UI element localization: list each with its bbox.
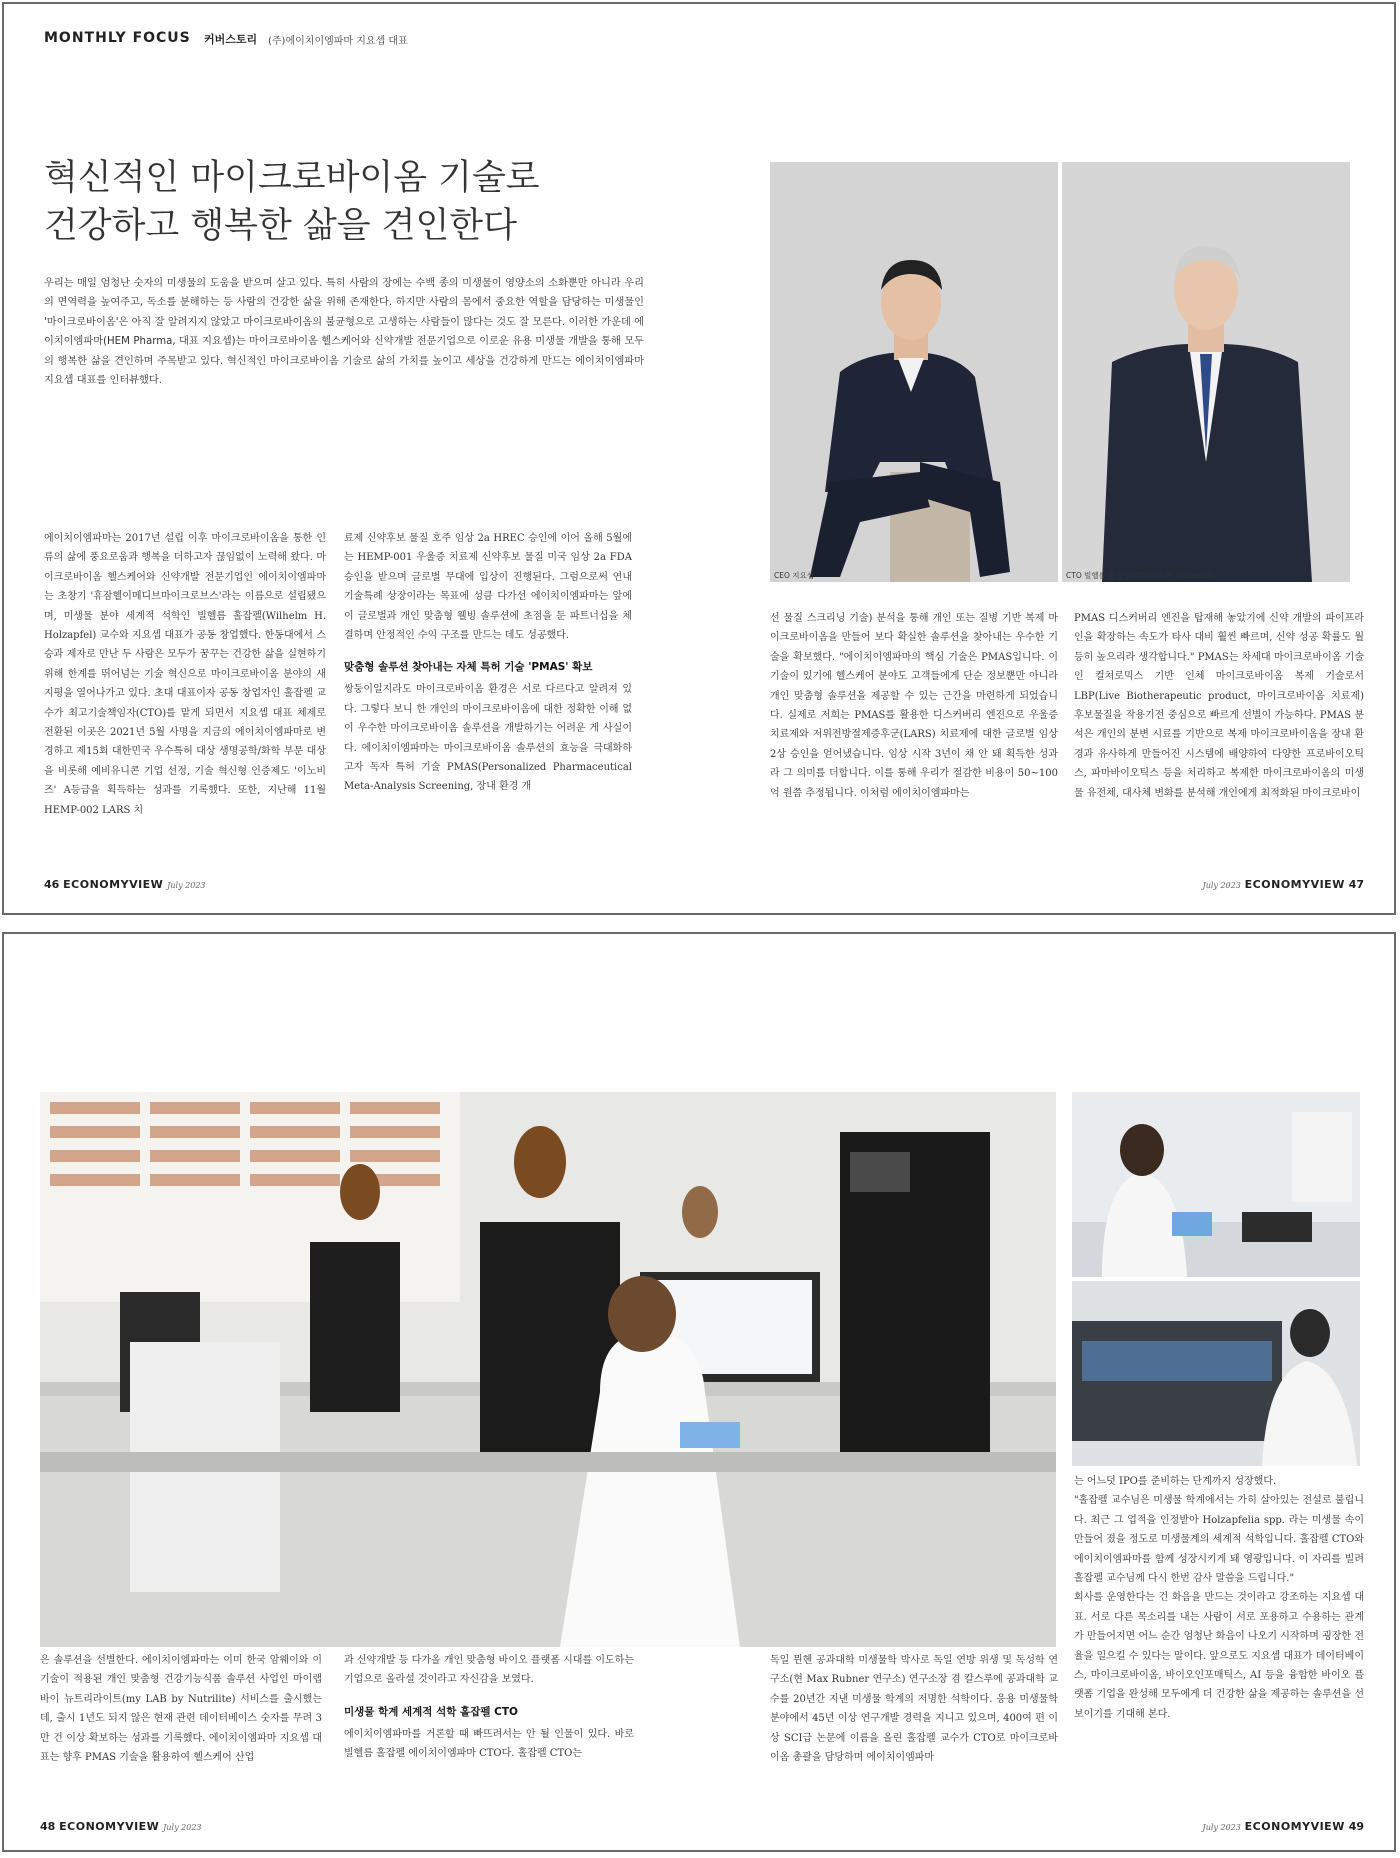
body-column-2	[344, 1651, 634, 1764]
page-number-left: 48	[40, 1820, 56, 1833]
folio-right	[1202, 878, 1364, 891]
subheading-cto: 미생물 학계 세계적 석학 홀잡펠 CTO	[344, 1705, 518, 1718]
subject-label: (주)에이치이엠파마 지요셉 대표	[268, 36, 408, 47]
magazine-name-right: ECONOMYVIEW	[1244, 878, 1345, 891]
body-column-4-p1: 는 어느덧 IPO를 준비하는 단계까지 성장했다.	[1074, 1476, 1277, 1487]
body-column-2-text-a: 과 신약개발 등 다가올 개인 맞춤형 바이오 플랫폼 시대를 이도하는 기업으로 올라설 것이라고 자신감을 보였다.	[344, 1655, 634, 1686]
folio-right	[1202, 1820, 1364, 1833]
researcher-instrument-illustration	[1072, 1281, 1360, 1466]
lab-main-photo	[40, 1092, 1056, 1647]
cto-portrait-photo	[1062, 162, 1350, 582]
cto-figure-illustration	[1062, 162, 1350, 582]
body-column-2	[344, 529, 632, 797]
issue-date-left: July 2023	[163, 1823, 202, 1832]
lab-scene-illustration	[40, 1092, 1056, 1647]
body-column-4: PMAS 디스커버리 엔진을 탑재해 놓았기에 신약 개발의 파이프라인을 확장하는 속도가 타사 대비 훨씬 빠르며, 신약 성공 확률도 월등히 높으리라 생각합니다." PMAS는 차세대 마이크로바이옴 기술인 컬쳐로믹스 기반 인체 마이크로바이옴 복제 기술로서 LBP(Live Biotherapeutic product, 마이크로바이옴 치료제) 후보물질을 작용기전 중심으로 빠르게 선별이 가능하다. PMAS 분석은 개인의 분변 시료를 기반으로 복제 마이크로바이옴을 장내 환경과 유사하게 만들어진 시스템에 배양하여 다양한 프로바이오틱스, 파마바이오틱스 등을 처리하고 복제한 마이크로바이옴의 미생물 유전체, 대사체 변화를 분석해 개인에게 최적화된 마이크로바이	[1074, 613, 1364, 799]
title-line-2: 건강하고 행복한 삶을 견인한다	[44, 206, 517, 246]
spread-pages-46-47	[2, 2, 1396, 915]
page-number-right: 49	[1348, 1820, 1364, 1833]
category-label: 커버스토리	[204, 33, 258, 46]
lab-photo-bottom-right	[1072, 1281, 1360, 1466]
magazine-name-left: ECONOMYVIEW	[59, 1820, 160, 1833]
folio-left	[40, 1820, 202, 1833]
issue-date-right: July 2023	[1202, 1823, 1241, 1832]
page-number-left: 46	[44, 878, 60, 891]
body-column-4	[1074, 1472, 1364, 1724]
subheading-pmas: 맞춤형 솔루션 찾아내는 자체 특허 기술 'PMAS' 확보	[344, 661, 593, 674]
issue-date-left: July 2023	[167, 881, 206, 890]
body-column-1: 은 솔루션을 선별한다. 에이치이엠파마는 이미 한국 암웨이와 이 기술이 적용된 개인 맞춤형 건강기능식품 솔루션 사업인 마이랩 바이 뉴트리라이트(my LAB by Nutrilite) 서비스를 출시했는데, 출시 1년도 되지 않은 현재 관련 데이터베이스 숫자를 무려 3만 건 이상 확보하는 성과를 기록했다. 에이치이엠파마 지요셉 대표는 향후 PMAS 기술을 활용하여 헬스케어 산업	[40, 1655, 322, 1764]
spread-pages-48-49	[2, 932, 1396, 1852]
ceo-figure-illustration	[770, 162, 1058, 582]
body-column-1: 에이치이엠파마는 2017년 설립 이후 마이크로바이옴을 통한 인류의 삶에 풍요로움과 행복을 더하고자 끊임없이 노력해 왔다. 마이크로바이옴 헬스케어와 신약개발 전문기업인 에이치이엠파마는 초창기 '휴잠헬이메디브마이크로브스'라는 이름으로 설립됐으며, 미생물 분야 세계적 석학인 빌헬름 홀잡펠(Wilhelm H. Holzapfel) 교수와 지요셉 대표가 공동 창업했다. 한동대에서 스승과 제자로 만난 두 사람은 모두가 꿈꾸는 건강한 삶을 실현하기 위해 한계를 뛰어넘는 기술 혁신으로 마이크로바이옴 분야의 새 지평을 열어나가고 있다. 초대 대표이자 공동 창업자인 홀잡펠 교수가 최고기술책임자(CTO)를 맡게 되면서 지요셉 대표 체제로 전환된 이곳은 2021년 5월 사명을 지금의 에이치이엠파마로 변경하고 제15회 대한민국 우수특허 대상 생명공학/화학 부문 대상을 비롯해 예비유니콘 기업 선정, 기술 혁신형 인증제도 '이노비즈' A등급을 획득하는 성과를 기록했다. 또한, 지난해 11월 HEMP-002 LARS 치	[44, 533, 326, 816]
caption-ceo: CEO 지요셉	[774, 571, 814, 580]
article-title	[44, 154, 540, 250]
lead-paragraph: 우리는 매일 엄청난 숫자의 미생물의 도움을 받으며 살고 있다. 특히 사람의 장에는 수백 종의 미생물이 영양소의 소화뿐만 아니라 우리의 면역력을 높여주고, 독소를 분해하는 등 사람의 건강한 삶을 위해 존재한다. 하지만 사람의 몸에서 중요한 역할을 담당하는 미생물인 '마이크로바이옴'은 아직 잘 알려지지 않았고 마이크로바이옴의 불균형으로 고생하는 사람들이 많다는 것도 잘 모른다. 이러한 가운데 에이치이엠파마(HEM Pharma, 대표 지요셉)는 마이크로바이옴 헬스케어와 신약개발 전문기업으로 이로운 유용 미생물 개발을 통해 모두의 행복한 삶을 견인하며 주목받고 있다. 혁신적인 마이크로바이옴 기술로 삶의 가치를 높이고 세상을 건강하게 만드는 에이치이엠파마 지요셉 대표를 인터뷰했다.	[44, 278, 644, 387]
body-column-2-text-b: 쌍둥이일지라도 마이크로바이옴 환경은 서로 다르다고 알려져 있다. 그렇다 보니 한 개인의 마이크로바이옴에 대한 정확한 이해 없이 우수한 마이크로바이옴 솔루션을 개발하기는 어려운 게 사실이다. 에이치이엠파마는 마이크로바이옴 솔루션의 효능을 극대화하고자 독자 특허 기술 PMAS(Personalized Pharmaceutical Meta-Analysis Screening, 장내 환경 개	[344, 684, 632, 793]
magazine-name-right: ECONOMYVIEW	[1244, 1820, 1345, 1833]
body-column-4-p2: "홀잡펠 교수님은 미생물 학계에서는 가히 살아있는 전설로 불립니다. 최근 그 업적을 인정받아 Holzapfelia spp. 라는 미생물 속이 만들어 졌을 정도로 미생물계의 세계적 석학입니다. 홀잡펠 CTO와 에이치이엠파마를 함께 성장시키게 돼 영광입니다. 이 자리를 빌려 홀잡펠 교수님께 다시 한번 감사 말씀을 드립니다."	[1074, 1495, 1364, 1585]
issue-date-right: July 2023	[1202, 881, 1241, 890]
magazine-name-left: ECONOMYVIEW	[63, 878, 164, 891]
body-column-3: 독일 뮌헨 공과대학 미생물학 박사로 독일 연방 위생 및 독성학 연구소(현 Max Rubner 연구소) 연구소장 겸 칼스루에 공과대학 교수를 20년간 지낸 미생물 학계의 저명한 석학이다. 응용 미생물학 분야에서 45년 이상 연구개발 경력을 지니고 있으며, 400여 편 이상 SCI급 논문에 이름을 올린 홀잡펠 교수가 CTO로 마이크로바이옴 총괄을 담당하며 에이치이엠파마	[770, 1655, 1058, 1764]
body-column-3: 선 물질 스크리닝 기술) 분석을 통해 개인 또는 질병 기반 복제 마이크로바이옴을 만들어 보다 확실한 솔루션을 찾아내는 우수한 기술을 확보했다. "에이치이엠파마의 핵심 기술은 PMAS입니다. 이 기술이 있기에 헬스케어 분야도 고객들에게 단순 정보뿐만 아니라 개인 맞춤형 솔루션을 제공할 수 있는 근간을 마련하게 되었습니다. 실제로 저희는 PMAS를 활용한 디스커버리 엔진으로 우울증 치료제와 저위전방절제증후군(LARS) 치료제에 대한 글로벌 임상 2상 승인을 얻어냈습니다. 임상 시작 3년이 채 안 돼 획득한 성과라 그 의미를 더합니다. 이를 통해 우리가 절감한 비용이 50~100억 원쯤 추정됩니다. 이처럼 에이치이엠파마는	[770, 613, 1058, 799]
folio-left	[44, 878, 206, 891]
researcher-pipetting-illustration	[1072, 1092, 1360, 1277]
section-label: MONTHLY FOCUS	[44, 30, 191, 46]
body-column-2-text-a: 료제 신약후보 물질 호주 임상 2a HREC 승인에 이어 올해 5월에는 HEMP-001 우울증 치료제 신약후보 물질 미국 임상 2a FDA 승인을 받으며 글로벌 무대에 입상이 진행된다. 그럼으로써 연내 기술특례 상장이라는 목표에 성큼 다가선 에이치이엠파마는 앞에이 글로벌과 개인 맞춤형 웰빙 솔루션에 초점을 둔 파트너십을 체결하며 안정적인 수익 구조를 만드는 데도 성공했다.	[344, 533, 632, 642]
lab-photo-top-right	[1072, 1092, 1360, 1277]
body-column-4-p3: 회사를 운영한다는 건 화음을 만드는 것이라고 강조하는 지요셉 대표. 서로 다른 목소리를 내는 사람이 서로 포용하고 수용하는 관계가 만들어지면 어느 순간 엄청난 화음이 나오기 시작하며 굉장한 전율을 일으킬 수 있다는 말이다. 앞으로도 지요셉 대표가 데이터베이스, 마이크로바이옴, 바이오인포매틱스, AI 등을 융합한 바이오 플랫폼 기업을 완성해 모두에게 더 건강한 삶을 제공하는 솔루션을 선보이기를 기대해 본다.	[1074, 1592, 1364, 1720]
page-number-right: 47	[1348, 878, 1364, 891]
caption-cto: CTO 빌헬름 홀잡펠(Wilhelm H. Holzapfel)	[1066, 571, 1214, 580]
body-column-2-text-b: 에이치이엠파마를 거론할 때 빠뜨려서는 안 될 인물이 있다. 바로 빌헬름 홀잡펠 에이치이엠파마 CTO다. 홀잡펠 CTO는	[344, 1728, 634, 1760]
ceo-portrait-photo	[770, 162, 1058, 582]
title-line-1: 혁신적인 마이크로바이옴 기술로	[44, 158, 540, 198]
